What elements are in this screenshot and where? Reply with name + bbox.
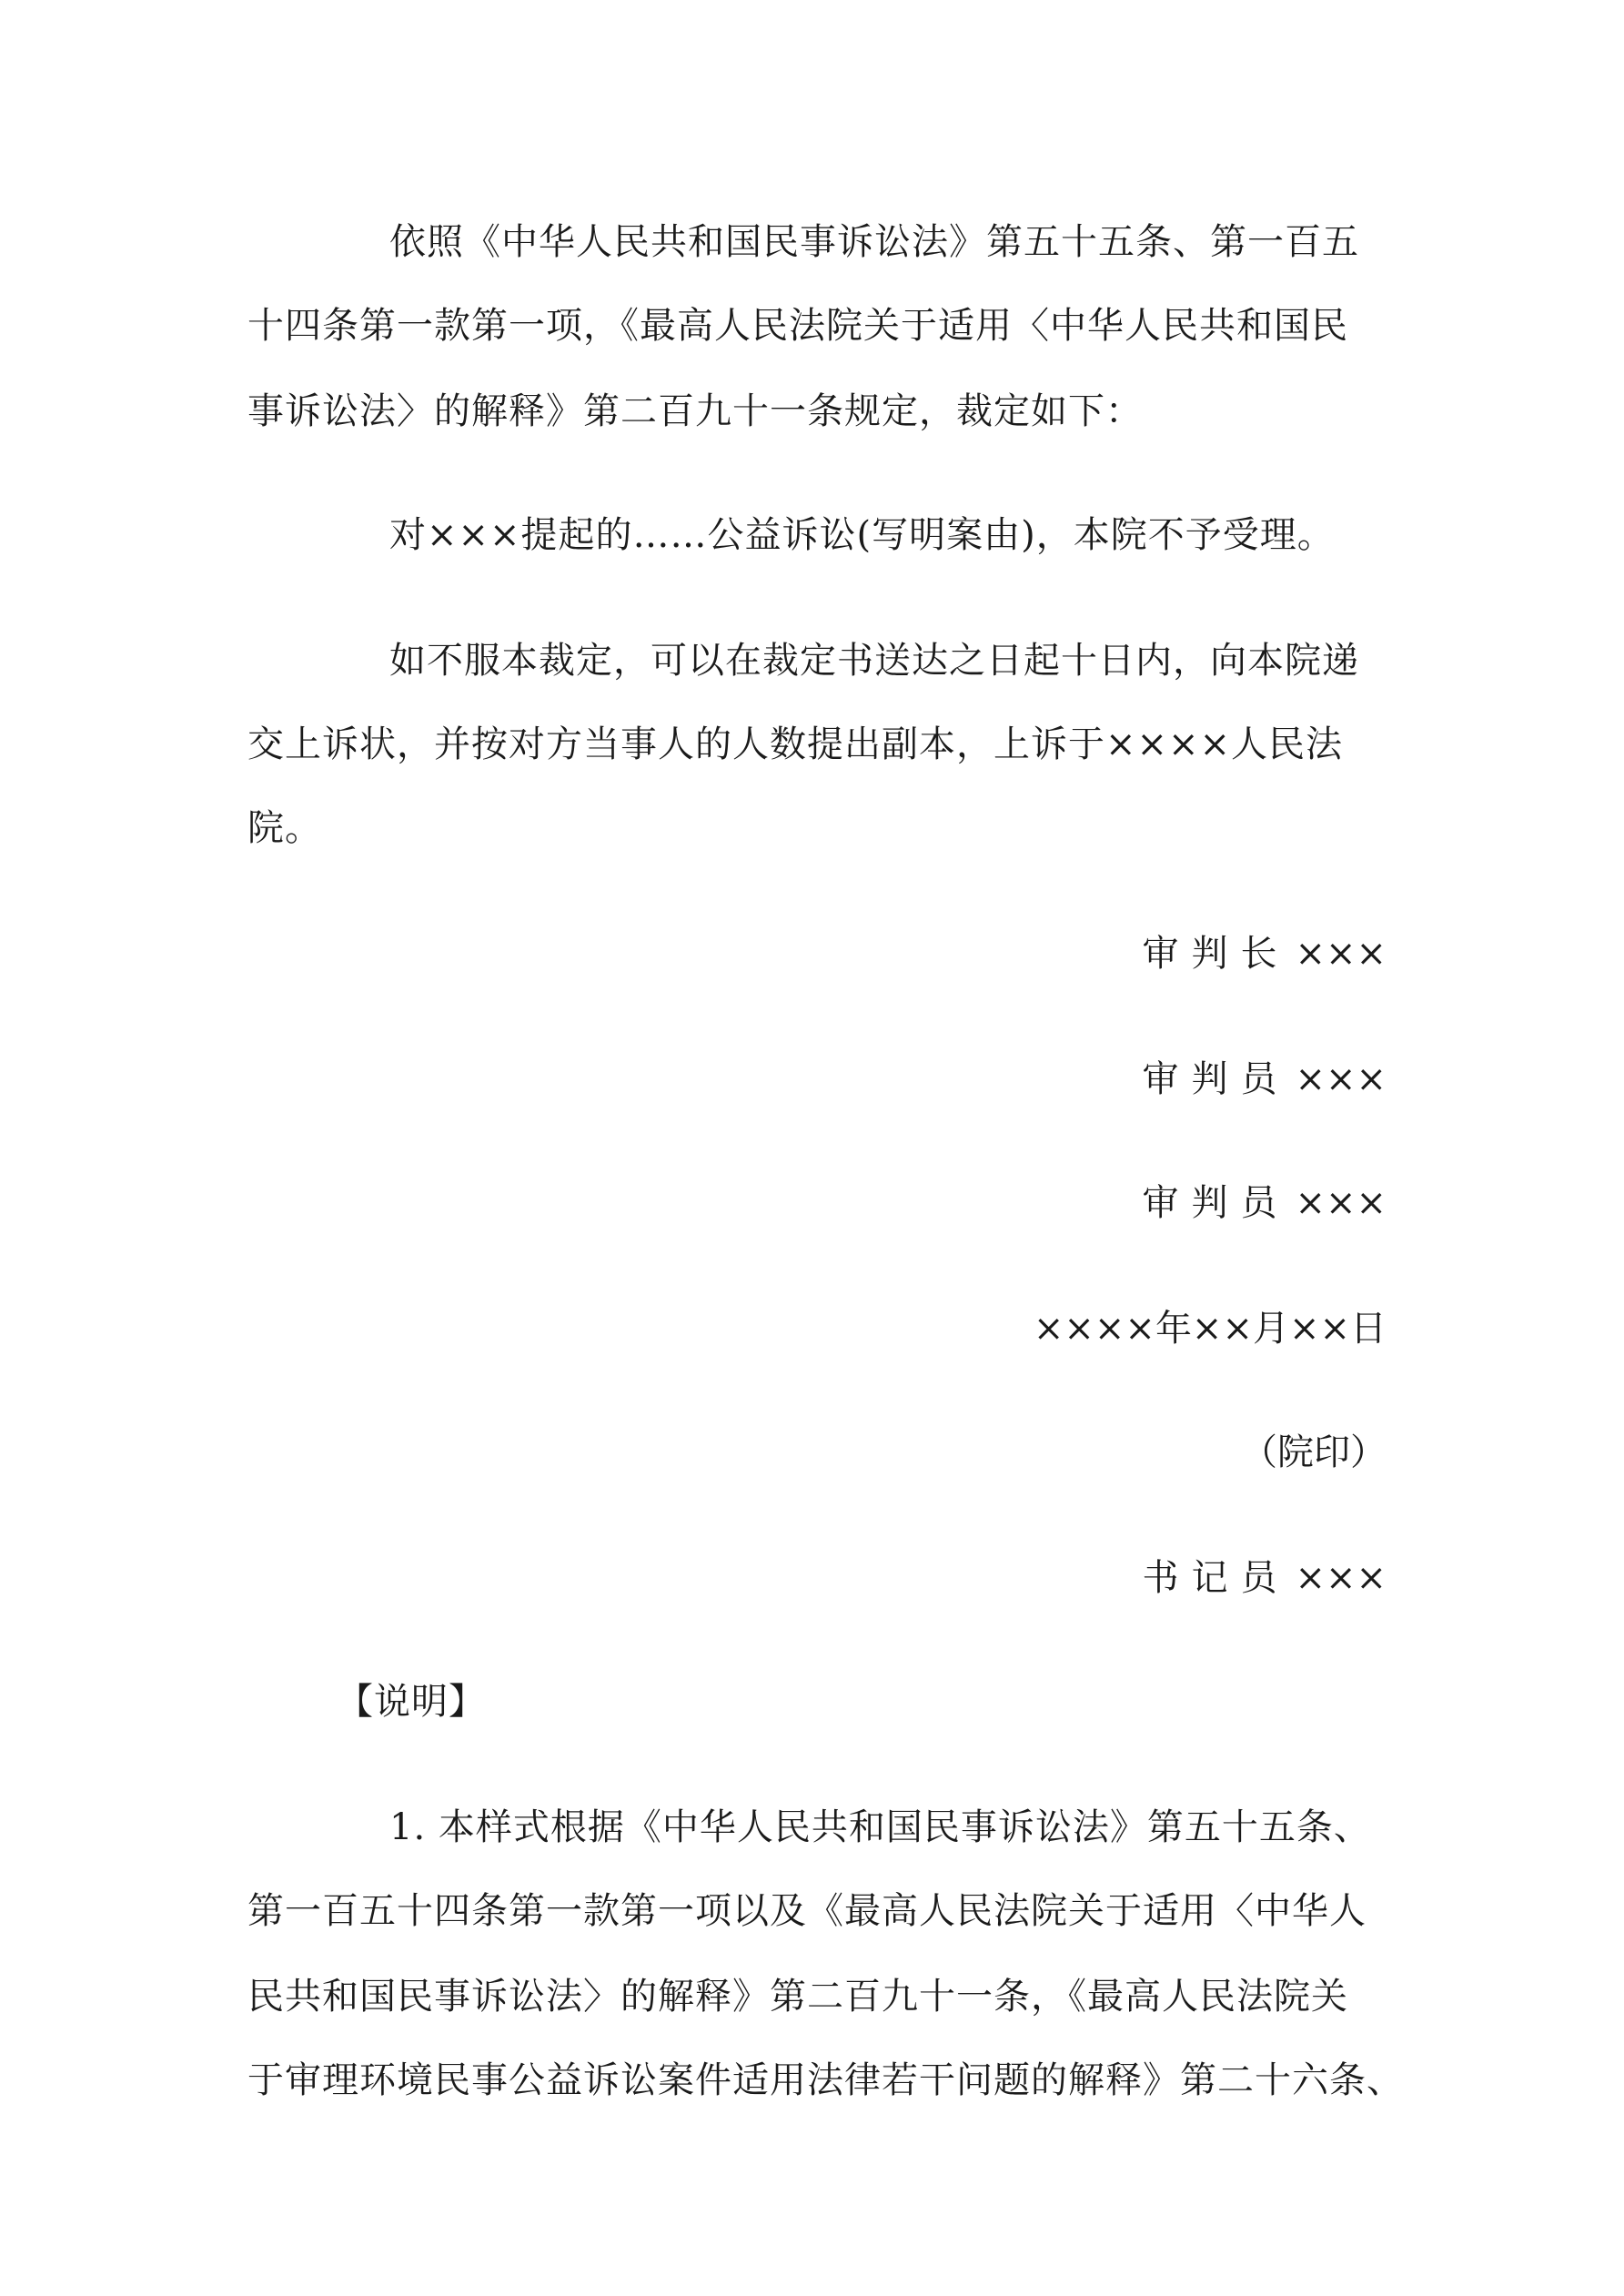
signature-role: 审判员 [1142, 1058, 1290, 1100]
note-heading: 【说明】 [337, 1681, 486, 1723]
appeal-line-3: 院。 [247, 807, 322, 849]
signature-role: 审判长 [1142, 933, 1290, 975]
signature-judge-1 [0, 1054, 1387, 1105]
note-1-line-1: 1. 本样式根据《中华人民共和国民事诉讼法》第五十五条、 [389, 1806, 1371, 1848]
signature-clerk [0, 1553, 1387, 1603]
note-1-line-4: 于审理环境民事公益诉讼案件适用法律若干问题的解释》第二十六条、 [247, 2059, 1404, 2101]
signature-role: 书记员 [1142, 1557, 1290, 1599]
note-1-line-3: 民共和国民事诉讼法〉的解释》第二百九十一条，《最高人民法院关 [247, 1976, 1348, 2018]
signature-name: ××× [1295, 1182, 1387, 1224]
ruling-date: ××××年××月××日 [1033, 1308, 1387, 1350]
signature-name: ××× [1295, 933, 1387, 975]
basis-line-1: 依照《中华人民共和国民事诉讼法》第五十五条、第一百五 [389, 221, 1359, 263]
signature-name: ××× [1295, 1058, 1387, 1100]
signature-role: 审判员 [1142, 1182, 1290, 1224]
signature-name: ××× [1295, 1557, 1387, 1599]
signature-judge-2 [0, 1178, 1387, 1229]
ruling-text: 对×××提起的……公益诉讼(写明案由)，本院不予受理。 [389, 514, 1335, 556]
court-seal-placeholder: （院印） [1241, 1431, 1387, 1473]
signature-presiding-judge [0, 928, 1387, 979]
appeal-line-1: 如不服本裁定，可以在裁定书送达之日起十日内，向本院递 [389, 640, 1359, 682]
basis-line-3: 事诉讼法〉的解释》第二百九十一条规定，裁定如下： [247, 390, 1143, 432]
appeal-line-2: 交上诉状，并按对方当事人的人数提出副本，上诉于××××人民法 [247, 723, 1344, 765]
note-1-line-2: 第一百五十四条第一款第一项以及《最高人民法院关于适用〈中华人 [247, 1890, 1367, 1932]
basis-line-2: 十四条第一款第一项，《最高人民法院关于适用〈中华人民共和国民 [247, 305, 1348, 347]
